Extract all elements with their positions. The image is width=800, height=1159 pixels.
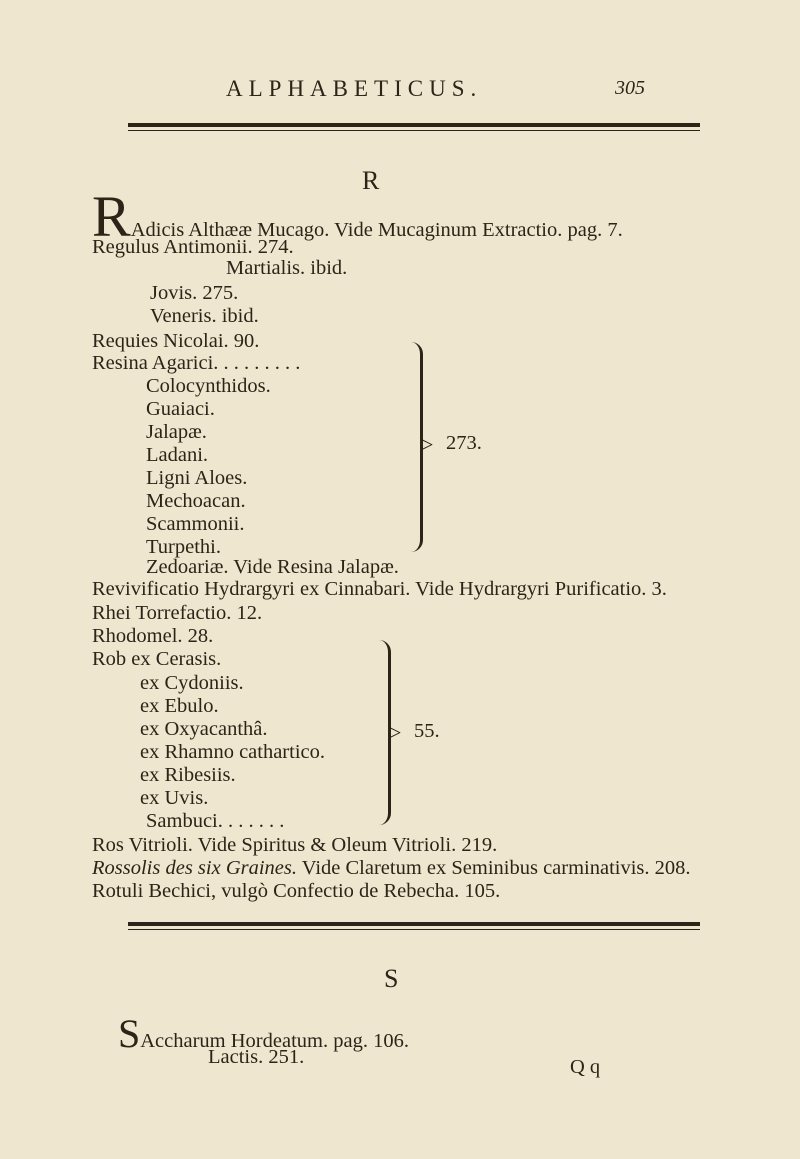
section-letter-s: S xyxy=(384,964,399,993)
rob-item: ex Rhamno cathartico. xyxy=(140,741,326,763)
rob-page-ref: 55. xyxy=(414,720,440,742)
rob-item: ex Oxyacanthâ. xyxy=(140,718,268,740)
header-rule-thin xyxy=(128,130,700,131)
resina-item: Turpethi. xyxy=(146,536,221,558)
entry-line: Jovis. 275. xyxy=(150,282,239,304)
resina-item: Mechoacan. xyxy=(146,490,246,512)
entry-line: Revivificatio Hydrargyri ex Cinnabari. Vide Hydrargyri Purificatio. 3. xyxy=(92,578,667,600)
dropcap-s: S xyxy=(118,1011,141,1056)
resina-item: Resina Agarici. . . . . . . . . xyxy=(92,352,301,374)
resina-item: Jalapæ. xyxy=(146,421,207,443)
resina-item: Colocynthidos. xyxy=(146,375,271,397)
running-header: ALPHABETICUS. xyxy=(226,76,483,101)
rob-item: Sambuci. . . . . . . xyxy=(146,810,285,832)
rossolis-rest: Vide Claretum ex Seminibus carminativis. 208. xyxy=(297,857,691,879)
rob-item: ex Ribesiis. xyxy=(140,764,236,786)
header-rule-thick xyxy=(128,123,700,127)
entry-rossolis xyxy=(92,857,691,880)
resina-item: Scammonii. xyxy=(146,513,245,535)
entry-line: Ros Vitrioli. Vide Spiritus & Oleum Vitrioli. 219. xyxy=(92,834,498,856)
resina-item: Ligni Aloes. xyxy=(146,467,248,489)
resina-page-ref: 273. xyxy=(446,432,482,454)
entry-line: Rhodomel. 28. xyxy=(92,625,214,647)
entry-line: Lactis. 251. xyxy=(208,1046,305,1068)
entry-radicis-text: Adicis Althææ Mucago. Vide Mucaginum Extractio. pag. 7. xyxy=(130,219,623,241)
entry-line: Requies Nicolai. 90. xyxy=(92,330,260,352)
rob-brace-point: > xyxy=(389,720,402,745)
resina-last-item: Zedoariæ. Vide Resina Jalapæ. xyxy=(146,556,399,578)
entry-line: Rotuli Bechici, vulgò Confectio de Rebecha. 105. xyxy=(92,880,501,902)
entry-line: Martialis. ibid. xyxy=(226,257,348,279)
resina-item: Guaiaci. xyxy=(146,398,215,420)
entry-line: Veneris. ibid. xyxy=(150,305,259,327)
resina-item: Ladani. xyxy=(146,444,209,466)
rossolis-italic: Rossolis des six Graines. xyxy=(92,857,297,879)
section-letter-r: R xyxy=(362,166,380,195)
dropcap-r: R xyxy=(92,184,131,249)
signature-mark: Q q xyxy=(570,1056,601,1078)
section-rule-thick xyxy=(128,922,700,926)
entry-line: Rhei Torrefactio. 12. xyxy=(92,602,263,624)
page-number: 305 xyxy=(615,77,645,99)
entry-saccharum-text: Accharum Hordeatum. pag. 106. xyxy=(140,1030,409,1052)
rob-item: Rob ex Cerasis. xyxy=(92,648,222,670)
resina-brace-point: > xyxy=(421,432,434,457)
rob-item: ex Ebulo. xyxy=(140,695,219,717)
rob-item: ex Cydoniis. xyxy=(140,672,244,694)
section-rule-thin xyxy=(128,929,700,930)
entry-line: Regulus Antimonii. 274. xyxy=(92,236,294,258)
rob-item: ex Uvis. xyxy=(140,787,209,809)
